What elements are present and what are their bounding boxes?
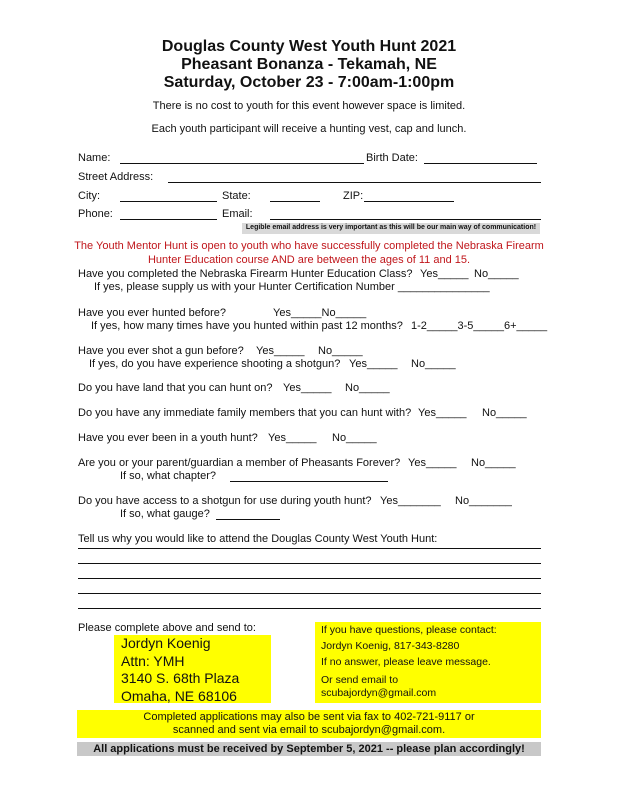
email-note: Legible email address is very important as this will be our main way of communication! xyxy=(242,223,540,234)
city-field[interactable] xyxy=(120,201,217,202)
pheasants-forever-yes[interactable]: Yes_____ xyxy=(408,457,457,469)
contact-phone: Jordyn Koenig, 817-343-8280 xyxy=(321,640,460,652)
title-line-3: Saturday, October 23 - 7:00am-1:00pm xyxy=(163,74,455,91)
shotgun-experience-no[interactable]: No_____ xyxy=(411,358,456,370)
family-yes[interactable]: Yes_____ xyxy=(418,407,467,419)
question-family: Do you have any immediate family members that you can hunt with? xyxy=(78,407,412,419)
why-line-4[interactable] xyxy=(78,593,541,594)
address-city: Omaha, NE 68106 xyxy=(121,687,237,704)
why-line-5[interactable] xyxy=(78,608,541,609)
birth-date-field[interactable] xyxy=(424,163,537,164)
shot-gun-yes[interactable]: Yes_____ xyxy=(256,345,305,357)
hunter-ed-no[interactable]: No_____ xyxy=(474,268,519,280)
cert-number-field[interactable]: If yes, please supply us with your Hunter Certification Number _______________ xyxy=(94,281,490,293)
question-land: Do you have land that you can hunt on? xyxy=(78,382,273,394)
intro-cost: There is no cost to youth for this event however space is limited. xyxy=(152,100,466,112)
eligibility-line-2: Hunter Education course AND are between the ages of 11 and 15. xyxy=(147,254,471,266)
gauge-field[interactable] xyxy=(216,519,280,520)
chapter-label: If so, what chapter? xyxy=(120,470,216,482)
shotgun-experience-yes[interactable]: Yes_____ xyxy=(349,358,398,370)
shotgun-access-yes[interactable]: Yes_______ xyxy=(380,495,441,507)
street-label: Street Address: xyxy=(78,171,154,183)
email-label: Email: xyxy=(222,208,253,220)
send-to-label: Please complete above and send to: xyxy=(78,622,256,634)
youth-hunt-no[interactable]: No_____ xyxy=(332,432,377,444)
phone-field[interactable] xyxy=(120,219,217,220)
contact-box xyxy=(315,622,541,703)
youth-hunt-yes[interactable]: Yes_____ xyxy=(268,432,317,444)
address-name: Jordyn Koenig xyxy=(121,635,211,651)
question-shot-gun: Have you ever shot a gun before? xyxy=(78,345,244,357)
why-line-3[interactable] xyxy=(78,578,541,579)
birth-date-label: Birth Date: xyxy=(366,152,418,164)
question-shotgun-experience: If yes, do you have experience shooting a shotgun? xyxy=(89,358,341,370)
phone-label: Phone: xyxy=(78,208,113,220)
why-line-1[interactable] xyxy=(78,548,541,549)
question-youth-hunt: Have you ever been in a youth hunt? xyxy=(78,432,258,444)
zip-label: ZIP: xyxy=(343,190,364,202)
chapter-field[interactable] xyxy=(230,481,388,482)
eligibility-line-1: The Youth Mentor Hunt is open to youth who have successfully completed the Nebraska Firearm xyxy=(74,240,544,252)
address-attn: Attn: YMH xyxy=(121,652,185,669)
state-label: State: xyxy=(222,190,251,202)
zip-field[interactable] xyxy=(364,201,454,202)
why-line-2[interactable] xyxy=(78,563,541,564)
hunted-before-yes-no[interactable]: Yes_____No_____ xyxy=(273,307,367,319)
question-pheasants-forever: Are you or your parent/guardian a member of Pheasants Forever? xyxy=(78,457,401,469)
title-line-2: Pheasant Bonanza - Tekamah, NE xyxy=(181,56,437,73)
fax-box xyxy=(77,710,541,738)
email-field[interactable] xyxy=(270,219,541,220)
contact-title: If you have questions, please contact: xyxy=(321,624,497,636)
mailing-address-box xyxy=(114,635,271,703)
fax-line-1: Completed applications may also be sent via fax to 402-721-9117 or xyxy=(143,711,475,723)
contact-no-answer: If no answer, please leave message. xyxy=(321,656,491,668)
land-no[interactable]: No_____ xyxy=(345,382,390,394)
question-hunt-frequency: If yes, how many times have you hunted within past 12 months? xyxy=(91,320,403,332)
shot-gun-no[interactable]: No_____ xyxy=(318,345,363,357)
question-shotgun-access: Do you have access to a shotgun for use during youth hunt? xyxy=(78,495,372,507)
intro-gear: Each youth participant will receive a hunting vest, cap and lunch. xyxy=(151,123,467,135)
why-attend-prompt: Tell us why you would like to attend the Douglas County West Youth Hunt: xyxy=(78,533,438,545)
city-label: City: xyxy=(78,190,100,202)
question-hunter-ed: Have you completed the Nebraska Firearm Hunter Education Class? xyxy=(78,268,413,280)
fax-line-2: scanned and sent via email to scubajordyn@gmail.com. xyxy=(172,724,446,736)
pheasants-forever-no[interactable]: No_____ xyxy=(471,457,516,469)
gauge-label: If so, what gauge? xyxy=(120,508,210,520)
contact-email[interactable]: scubajordyn@gmail.com xyxy=(321,687,437,699)
address-street: 3140 S. 68th Plaza xyxy=(121,670,240,686)
shotgun-access-no[interactable]: No_______ xyxy=(455,495,512,507)
state-field[interactable] xyxy=(270,201,320,202)
name-field[interactable] xyxy=(120,163,364,164)
question-hunted-before: Have you ever hunted before? xyxy=(78,307,226,319)
hunt-frequency-options[interactable]: 1-2_____3-5_____6+_____ xyxy=(411,320,548,332)
street-field[interactable] xyxy=(168,182,541,183)
family-no[interactable]: No_____ xyxy=(482,407,527,419)
title-line-1: Douglas County West Youth Hunt 2021 xyxy=(161,38,457,55)
land-yes[interactable]: Yes_____ xyxy=(283,382,332,394)
contact-or-email: Or send email to xyxy=(321,674,399,686)
hunter-ed-yes[interactable]: Yes_____ xyxy=(420,268,469,280)
deadline-banner: All applications must be received by September 5, 2021 -- please plan accordingly! xyxy=(77,742,541,756)
name-label: Name: xyxy=(78,152,111,164)
